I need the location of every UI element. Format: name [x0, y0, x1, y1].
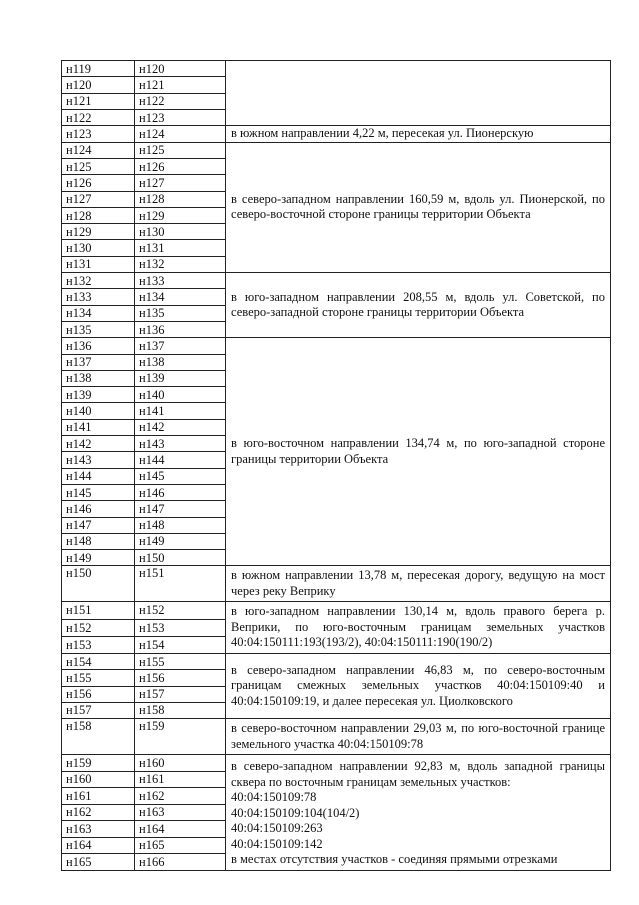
point-from-cell: н154 — [62, 653, 135, 669]
description-line: 40:04:150109:78 — [231, 790, 317, 805]
point-from-cell: н132 — [62, 273, 135, 289]
point-to-cell: н142 — [135, 419, 226, 435]
point-to-cell: н134 — [135, 289, 226, 305]
table-row — [62, 755, 611, 772]
point-to-cell: н137 — [135, 338, 226, 354]
point-to-cell: н122 — [135, 93, 226, 109]
direction-description-cell — [226, 61, 611, 126]
point-from-cell: н164 — [62, 837, 135, 854]
point-from-cell: н150 — [62, 566, 135, 602]
point-from-cell: н133 — [62, 289, 135, 305]
point-to-cell: н120 — [135, 61, 226, 77]
point-to-cell: н148 — [135, 517, 226, 533]
description-line: в юго-восточном направлении 134,74 м, по юго-западной стороне границы территории Объекта — [231, 436, 605, 466]
point-from-cell: н130 — [62, 240, 135, 256]
table-row — [62, 653, 611, 669]
point-from-cell: н128 — [62, 207, 135, 223]
description-line: 40:04:150109:142 — [231, 836, 323, 851]
point-to-cell: н141 — [135, 403, 226, 419]
point-to-cell: н138 — [135, 354, 226, 370]
point-from-cell: н149 — [62, 550, 135, 566]
point-to-cell: н166 — [135, 854, 226, 871]
table-row — [62, 61, 611, 77]
point-to-cell: н162 — [135, 788, 226, 805]
point-from-cell: н141 — [62, 419, 135, 435]
point-from-cell: н163 — [62, 821, 135, 838]
direction-description-cell — [226, 755, 611, 871]
point-from-cell: н162 — [62, 804, 135, 821]
point-from-cell: н144 — [62, 468, 135, 484]
point-to-cell: н161 — [135, 771, 226, 788]
point-from-cell: н138 — [62, 370, 135, 386]
point-from-cell: н120 — [62, 77, 135, 93]
point-from-cell: н140 — [62, 403, 135, 419]
point-to-cell: н145 — [135, 468, 226, 484]
point-to-cell: н159 — [135, 719, 226, 755]
direction-description-cell — [226, 126, 611, 143]
table-row — [62, 566, 611, 602]
point-to-cell: н163 — [135, 804, 226, 821]
direction-description-cell — [226, 653, 611, 718]
point-from-cell: н157 — [62, 702, 135, 718]
point-from-cell: н147 — [62, 517, 135, 533]
point-from-cell: н127 — [62, 191, 135, 207]
point-to-cell: н136 — [135, 321, 226, 337]
point-from-cell: н125 — [62, 158, 135, 174]
point-from-cell: н136 — [62, 338, 135, 354]
point-from-cell: н142 — [62, 436, 135, 452]
point-to-cell: н144 — [135, 452, 226, 468]
point-from-cell: н134 — [62, 305, 135, 321]
table-row — [62, 126, 611, 143]
direction-description-cell — [226, 273, 611, 338]
point-to-cell: н149 — [135, 533, 226, 549]
point-from-cell: н131 — [62, 256, 135, 272]
point-from-cell: н122 — [62, 109, 135, 125]
point-to-cell: н139 — [135, 370, 226, 386]
point-to-cell: н130 — [135, 224, 226, 240]
point-to-cell: н155 — [135, 653, 226, 669]
point-to-cell: н126 — [135, 158, 226, 174]
description-line: в юго-западном направлении 130,14 м, вдоль правого берега р. Веприки, по юго-восточным границам земельных участков 40:04:150111:193(193/2), 40:04:150111:190(190/2) — [231, 604, 605, 650]
point-from-cell: н152 — [62, 619, 135, 636]
point-to-cell: н154 — [135, 636, 226, 653]
point-to-cell: н165 — [135, 837, 226, 854]
point-from-cell: н137 — [62, 354, 135, 370]
point-to-cell: н131 — [135, 240, 226, 256]
boundary-table — [61, 60, 611, 871]
point-to-cell: н140 — [135, 387, 226, 403]
point-to-cell: н152 — [135, 602, 226, 619]
point-from-cell: н139 — [62, 387, 135, 403]
direction-description-cell — [226, 602, 611, 654]
description-line: в юго-западном направлении 208,55 м, вдоль ул. Советской, по северо-западной стороне границы территории Объекта — [231, 289, 605, 320]
description-line: в северо-западном направлении 92,83 м, вдоль западной границы сквера по восточным границам земельных участков: — [231, 759, 605, 789]
description-line: 40:04:150109:104(104/2) — [231, 805, 360, 820]
point-to-cell: н143 — [135, 436, 226, 452]
boundary-table-body — [62, 61, 611, 871]
point-from-cell: н158 — [62, 719, 135, 755]
point-to-cell: н132 — [135, 256, 226, 272]
table-row — [62, 602, 611, 619]
description-line: в северо-западном направлении 46,83 м, по северо-восточным границам смежных земельных участков 40:04:150109:40 и 40:04:150109:19, и далее пересекая ул. Циолковского — [231, 662, 605, 708]
point-from-cell: н148 — [62, 533, 135, 549]
point-from-cell: н129 — [62, 224, 135, 240]
point-to-cell: н156 — [135, 670, 226, 686]
table-row — [62, 719, 611, 755]
description-line: в местах отсутствия участков - соединяя прямыми отрезками — [231, 852, 558, 867]
point-to-cell: н146 — [135, 484, 226, 500]
point-from-cell: н135 — [62, 321, 135, 337]
direction-description-cell — [226, 142, 611, 272]
table-row — [62, 338, 611, 354]
point-from-cell: н155 — [62, 670, 135, 686]
point-from-cell: н126 — [62, 175, 135, 191]
point-from-cell: н145 — [62, 484, 135, 500]
description-line: в южном направлении 4,22 м, пересекая ул. Пионерскую — [231, 126, 534, 141]
table-row — [62, 142, 611, 158]
description-line: 40:04:150109:263 — [231, 821, 323, 836]
point-to-cell: н147 — [135, 501, 226, 517]
point-to-cell: н164 — [135, 821, 226, 838]
description-line: в северо-восточном направлении 29,03 м, по юго-восточной границе земельного участка 40:04:150109:78 — [231, 721, 605, 751]
point-from-cell: н159 — [62, 755, 135, 772]
point-from-cell: н165 — [62, 854, 135, 871]
point-from-cell: н161 — [62, 788, 135, 805]
point-from-cell: н146 — [62, 501, 135, 517]
direction-description-cell — [226, 719, 611, 755]
direction-description-cell — [226, 566, 611, 602]
point-to-cell: н123 — [135, 109, 226, 125]
point-to-cell: н157 — [135, 686, 226, 702]
point-from-cell: н151 — [62, 602, 135, 619]
direction-description-cell — [226, 338, 611, 566]
point-to-cell: н160 — [135, 755, 226, 772]
point-to-cell: н151 — [135, 566, 226, 602]
point-from-cell: н119 — [62, 61, 135, 77]
point-to-cell: н153 — [135, 619, 226, 636]
point-from-cell: н143 — [62, 452, 135, 468]
point-to-cell: н158 — [135, 702, 226, 718]
point-to-cell: н128 — [135, 191, 226, 207]
point-to-cell: н129 — [135, 207, 226, 223]
point-to-cell: н125 — [135, 142, 226, 158]
point-from-cell: н153 — [62, 636, 135, 653]
point-to-cell: н127 — [135, 175, 226, 191]
description-line: в северо-западном направлении 160,59 м, вдоль ул. Пионерской, по северо-восточной стороне границы территории Объекта — [231, 191, 605, 222]
point-from-cell: н124 — [62, 142, 135, 158]
description-line: в южном направлении 13,78 м, пересекая дорогу, ведущую на мост через реку Веприку — [231, 568, 605, 598]
point-to-cell: н124 — [135, 126, 226, 143]
point-to-cell: н121 — [135, 77, 226, 93]
table-row — [62, 273, 611, 289]
point-from-cell: н156 — [62, 686, 135, 702]
point-to-cell: н135 — [135, 305, 226, 321]
point-from-cell: н121 — [62, 93, 135, 109]
point-from-cell: н123 — [62, 126, 135, 143]
point-to-cell: н150 — [135, 550, 226, 566]
point-to-cell: н133 — [135, 273, 226, 289]
point-from-cell: н160 — [62, 771, 135, 788]
